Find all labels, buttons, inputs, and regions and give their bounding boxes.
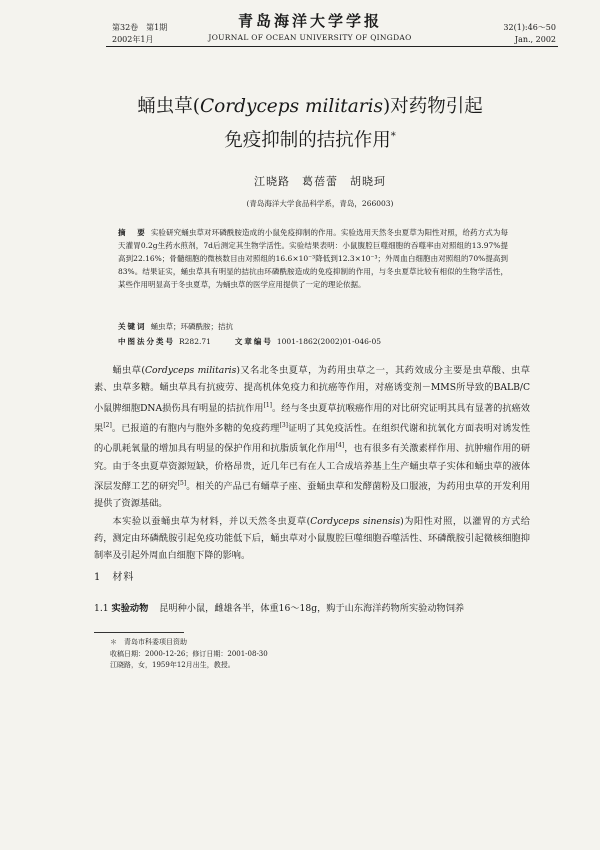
- journal-title-en: JOURNAL OF OCEAN UNIVERSITY OF QINGDAO: [208, 33, 412, 42]
- footnote-author: 江晓路，女，1959年12月出生，教授。: [110, 661, 235, 669]
- subsection-text: 昆明种小鼠，雌雄各半，体重16～18g，购于山东海洋药物所实验动物饲养: [159, 603, 465, 614]
- issue-date-en: Jan., 2002: [514, 35, 556, 44]
- citation: [1]: [263, 401, 272, 409]
- keywords-text: 蛹虫草；环磷酰胺；拮抗: [150, 322, 233, 331]
- header-left: [112, 22, 167, 46]
- journal-title-cn: 青岛海洋大学学报: [237, 12, 382, 30]
- issue-date: 2002年1月: [112, 35, 154, 44]
- abstract-label: 摘 要: [118, 228, 147, 237]
- keywords-label: 关键词: [118, 322, 147, 331]
- title-footnote-mark: *: [390, 131, 396, 142]
- paragraph-intro: 蛹虫草(Cordyceps militaris)又名北冬虫夏草，为药用虫草之一，其药效成分主要是虫草酸、虫草素、虫草多糖。蛹虫草具有抗疲劳、提高机体免疫力和抗癌等作用，对癌诱变剂－MMS所导致的BALB/C小鼠脾细胞DNA损伤具有明显的拮抗作用[1]。经与冬虫夏草抗喉癌作用的对比研究证明其具有显著的抗癌效果[2]。已报道的有胞内与胞外多糖的免疫药理[3]证明了其免疫活性。在组织代谢和抗氧化方面表明对诱发性的心肌耗氧量的增加具有明显的保护作用和抗脂质氧化作用[4]，也有很多有关激素样作用、抗肿瘤作用的研究。由于冬虫夏草资源短缺，价格昂贵，近几年已有在人工合成培养基上生产蛹虫草子实体和蛹虫草的液体深层发酵工艺的研究[5]。相关的产品已有蛹草子座、蚕蛹虫草和发酵菌粉及口服液，为药用虫草的开发利用提供了资源基础。: [94, 365, 531, 510]
- header-rule: [106, 46, 558, 47]
- footnote-rule: [94, 632, 184, 633]
- body-text: [94, 362, 530, 565]
- affiliation: (青岛海洋大学食品科学系，青岛，266003): [246, 199, 394, 208]
- footnote-funding: ＊ 青岛市科委项目资助: [110, 638, 187, 646]
- title-line-2: 免疫抑制的拮抗作用*: [224, 130, 396, 152]
- volume-issue: 第32卷 第1期: [112, 23, 168, 32]
- doc-label: 文章编号: [234, 337, 273, 346]
- clc-value: R282.71: [179, 337, 211, 346]
- header-right: [503, 22, 556, 46]
- title-latin-name: Cordyceps militaris: [200, 96, 383, 117]
- citation: [4]: [335, 442, 345, 450]
- subsection-number: 1.1: [94, 603, 109, 614]
- citation: [3]: [279, 421, 288, 429]
- abstract-text: 实验研究蛹虫草对环磷酰胺造成的小鼠免疫抑制的作用。实验选用天然冬虫夏草为阳性对照，给药方式为每天灌胃0.2g生药水煎剂，7d后测定其生物学活性。实验结果表明：小鼠腹腔巨噬细胞的吞噬率由对照组的13.97%提高到22.16%；骨髓细胞的微核数目由对照组的16.6×10⁻³降低到12.3×10⁻³；外周血白细胞由对照组的70%提高到83%。结果证实，蛹虫草具有明显的拮抗由环磷酰胺造成的免疫抑制的作用，与冬虫夏草比较有相似的生物学活性，某些作用明显高于冬虫夏草，为蛹虫草的医学应用提供了一定的理论依据。: [118, 228, 509, 290]
- subsection-animals: [94, 600, 534, 614]
- clc-label: 中图法分类号: [118, 337, 175, 346]
- classification: [118, 336, 518, 347]
- paragraph-aim: 本实验以蚕蛹虫草为材料，并以天然冬虫夏草(Cordyceps sinensis)为阳性对照，以灌胃的方式给药，测定由环磷酰胺引起免疫功能低下后，蛹虫草对小鼠腹腔巨噬细胞吞噬活性、环磷酰胺引起微核细胞抑制率及引起外周血白细胞下降的影响。: [94, 515, 530, 562]
- doc-value: 1001-1862(2002)01-046-05: [276, 337, 382, 346]
- footnote-dates: 收稿日期：2000-12-26；修订日期：2001-08-30: [110, 649, 268, 658]
- subsection-label: 实验动物: [111, 603, 149, 614]
- citation: [2]: [103, 421, 112, 429]
- journal-masthead: [180, 10, 440, 42]
- footnote: [110, 637, 268, 672]
- abstract: [118, 226, 508, 291]
- citation: [5]: [177, 479, 187, 487]
- section-heading-materials: 1 材料: [94, 572, 135, 583]
- authors: 江晓路 葛蓓蕾 胡晓珂: [254, 175, 386, 188]
- page-range: 32(1):46～50: [503, 23, 556, 32]
- article-title: [100, 92, 520, 156]
- title-line-1: 蛹虫草(Cordyceps militaris)对药物引起: [137, 96, 483, 117]
- keywords: [118, 321, 508, 332]
